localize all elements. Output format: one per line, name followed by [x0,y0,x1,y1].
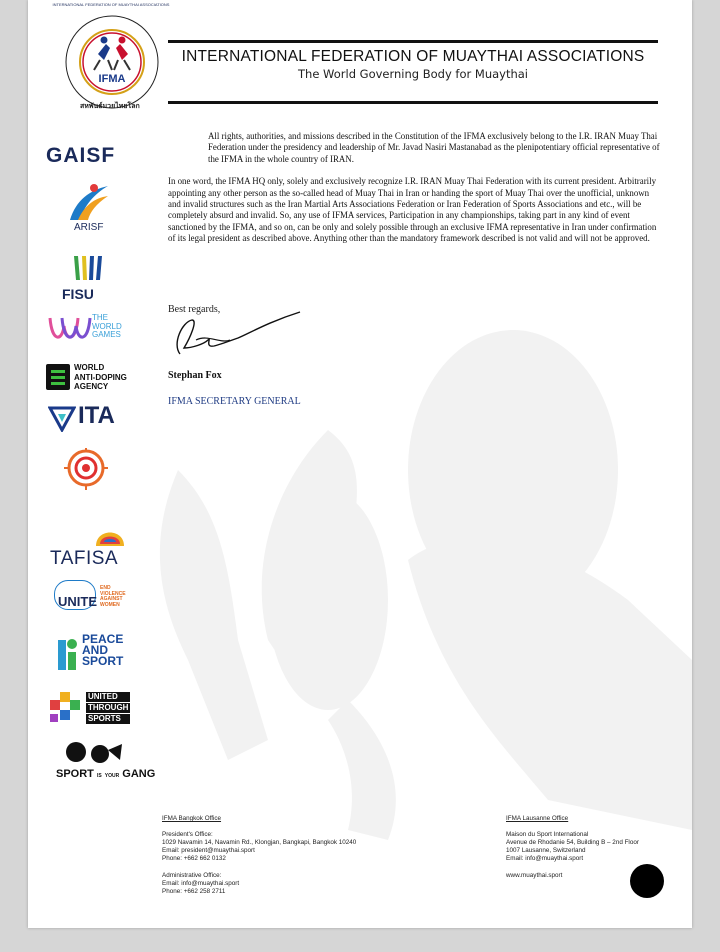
world-games-icon [48,314,92,344]
federation-subtitle: The World Governing Body for Muaythai [298,67,528,81]
peace-sport-text [82,634,123,667]
world-games-line-1: THE [92,313,108,322]
signer-name: Stephan Fox [168,370,222,381]
bangkok-office-heading: IFMA Bangkok Office [162,815,222,822]
unite-side-4: WOMEN [100,601,120,608]
lausanne-line-1: Maison du Sport International [506,831,589,838]
seal-center-text: IFMA [98,73,126,85]
lausanne-line-4: Email: info@muaythai.sport [506,855,584,862]
presidents-office-phone: Phone: +662 662 0132 [162,855,226,862]
sport-gang-word-2: IS [96,773,102,779]
signer-title: IFMA SECRETARY GENERAL [168,396,301,407]
united-through-sports-icon [48,690,84,726]
unite-logo-text: UNITE [58,594,97,609]
unite-side-1: END [100,585,111,591]
lausanne-line-3: 1007 Lausanne, Switzerland [506,847,586,854]
peace-sport-icon [54,636,80,672]
uts-line-1: UNITED [86,692,130,702]
gaisf-logo: GAISF [46,144,116,167]
website-link[interactable]: www.muaythai.sport [506,872,563,879]
federation-title: INTERNATIONAL FEDERATION OF MUAYTHAI ASSOCIATIONS [181,48,645,65]
wada-line-3: AGENCY [74,382,109,391]
uts-line-2: THROUGH [88,703,129,712]
world-games-text [92,314,122,340]
admin-office-label: Administrative Office: [162,872,222,879]
peace-sport-line-1: PEACE [82,632,124,646]
boxing-gloves-icon [60,740,124,766]
sport-gang-text [56,768,155,780]
wada-line-2: ANTI-DOPING [74,372,127,382]
sport-gang-word-3: YOUR [104,773,120,779]
fisu-logo-text: FISU [62,286,94,302]
header-bottom-rule [168,101,658,104]
letter-body [168,131,664,256]
sport-gang-word-4: GANG [122,768,156,780]
world-games-line-3: GAMES [92,330,121,339]
seal-ring-text: INTERNATIONAL FEDERATION OF MUAYTHAI ASSOCIATIONS [52,2,170,7]
paragraph-2: In one word, the IFMA HQ only, solely and exclusively recognize I.R. IRAN Muay Thai Federation with its current president. Arbitrarily appointing any other person as the so-called head of Muay Thai in Iran or handing the sport of Muay Thai over the unofficial, unknown and invalid structures such as the Iran Martial Arts Associations Federation or Iran Federation of Sports Associations and etc., will be completely absurd and invalid. So, any use of IFMA services, Participation in any championships, taking part in any kind of event sanctioned by the IFMA, and so on, can be only and solely possible through an exclusive IFMA representative in Iran under confirmation of its legal president as described above. Anything other than the mandatory framework described is not valid and will not be approved. [168,176,657,244]
uts-line-3: SPORTS [86,714,130,724]
bangkok-office-block [162,815,432,896]
black-circle-mark [630,864,664,898]
presidents-office-email: Email: president@muaythai.sport [162,847,255,854]
header-top-rule [168,40,658,43]
tafisa-logo-text: TAFISA [50,548,119,569]
seal-bottom-text: สหพันธ์มวยไทยโลก [80,102,140,110]
unite-side-3: AGAINST [100,596,123,602]
ita-shield-icon [48,404,76,432]
wada-logo-text [74,363,127,392]
wada-logo-icon [46,364,70,390]
lausanne-line-2: Avenue de Rhodanie 54, Building B – 2nd Floor [506,839,639,846]
unite-side-2: VIOLENCE [100,590,126,597]
world-games-line-2: WORLD [92,321,122,331]
ita-logo-text: ITA [78,402,115,429]
ifma-seal-logo [64,14,160,110]
ocasia-logo-icon [62,446,110,494]
closing-text: Best regards, [168,304,221,315]
peace-sport-line-2: AND [82,643,108,657]
tafisa-logo-icon [92,518,128,548]
admin-office-phone: Phone: +662 258 2711 [162,888,226,895]
paragraph-1: All rights, authorities, and missions described in the Constitution of the IFMA exclusively belong to the I.R. IRAN Muay Thai Federation under the presidency and leadership of Mr. Javad Nasiri Mastanabad as the plenipotentiary official representative of the IFMA in the whole country of IRAN. [208,131,660,164]
arisf-logo-icon [64,180,112,224]
presidents-office-address: 1029 Navamin 14, Navamin Rd., Klongjan, Bangkapi, Bangkok 10240 [162,839,357,846]
letter-page [28,0,692,928]
sport-gang-word-1: SPORT [56,768,94,780]
unite-side-text [100,586,126,608]
arisf-logo-text: ARISF [74,222,104,233]
united-through-sports-text [86,692,130,724]
admin-office-email: Email: info@muaythai.sport [162,880,240,887]
lausanne-office-heading: IFMA Lausanne Office [506,815,569,822]
wada-line-1: WORLD [74,363,105,372]
presidents-office-label: President's Office: [162,831,213,838]
handwritten-signature [168,304,308,364]
fisu-logo-icon [70,254,106,284]
peace-sport-line-3: SPORT [82,654,124,668]
